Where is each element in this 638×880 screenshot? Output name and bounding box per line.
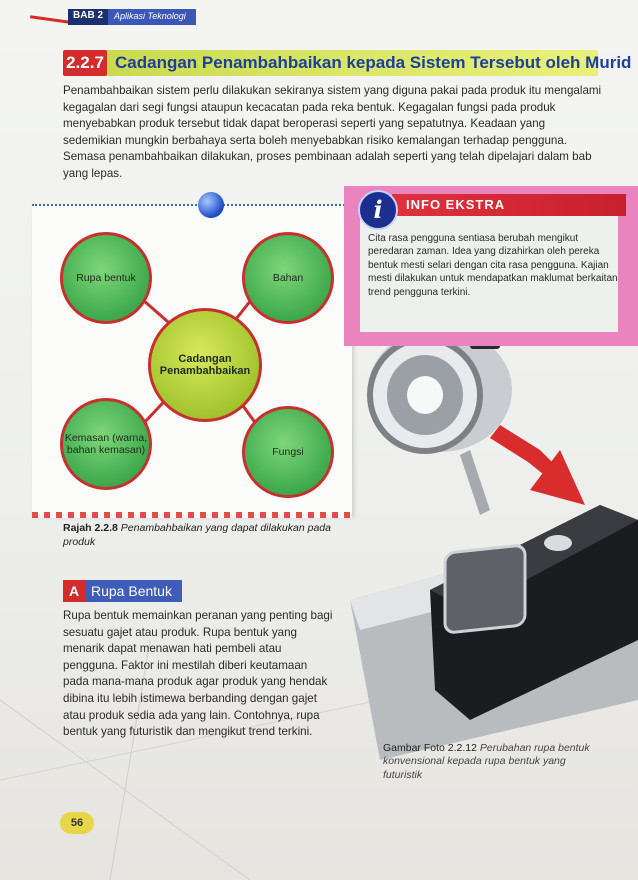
section-heading xyxy=(63,50,632,76)
node-rupa-bentuk: Rupa bentuk xyxy=(60,232,152,324)
section-number: 2.2.7 xyxy=(63,50,107,76)
classic-light xyxy=(368,328,512,515)
page-number: 56 xyxy=(60,812,94,834)
diagram-caption-text: Penambahbaikan yang dapat dilakukan pada produk xyxy=(63,522,331,548)
subsection-title: Rupa Bentuk xyxy=(85,580,182,602)
node-center: Cadangan Penambahbaikan xyxy=(148,308,262,422)
node-fungsi: Fungsi xyxy=(242,406,334,498)
diagram-caption xyxy=(63,521,353,549)
section-title: Cadangan Penambahbaikan kepada Sistem Tersebut oleh Murid xyxy=(115,53,632,72)
chapter-label: BAB 2 xyxy=(68,9,108,25)
diagram-panel xyxy=(32,204,352,514)
diagram-caption-label: Rajah 2.2.8 xyxy=(63,522,118,534)
body-paragraph: Rupa bentuk memainkan peranan yang penting bagi sesuatu gajet atau produk. Rupa bentuk yang menarik dapat menawan hati pembeli atau pengguna. Faktor ini mestilah diberi keutamaan pada mana-mana produk agar produk yang hendak dibina itu lebih istimewa berbanding dengan gajet atau produk sedia ada yang lain. Contohnya, rupa bentuk yang futuristik dan mengikut trend terkini. xyxy=(63,609,333,739)
photo-caption-text: Perubahan rupa bentuk konvensional kepada rupa bentuk yang futuristik xyxy=(383,742,590,781)
chapter-tag xyxy=(68,9,196,25)
chapter-topic: Aplikasi Teknologi xyxy=(108,9,196,25)
photo-caption-label: Gambar Foto 2.2.12 xyxy=(383,742,477,754)
red-arrow xyxy=(490,425,585,505)
subsection-letter: A xyxy=(63,580,85,602)
subsection-heading xyxy=(63,580,182,602)
intro-paragraph: Penambahbaikan sistem perlu dilakukan sekiranya sistem yang diguna pakai pada produk itu mengalami kegagalan dari segi fungsi ataupun kecacatan pada reka bentuk. Kegagalan fungsi pada produk menyebabkan produk tersebut tidak dapat beroperasi seperti yang sepatutnya. Keadaan yang sedemikian mungkin berbahaya serta boleh menyebabkan risiko kemalangan terhadap pengguna. Semasa penambahbaikan dilakukan, proses pembinaan adalah seperti yang telah dipelajari dalam bab yang lepas. xyxy=(63,84,602,180)
info-text: Cita rasa pengguna sentiasa berubah mengikut peredaran zaman. Idea yang dizahirkan oleh pereka bentuk mesti selari dengan cita rasa pengguna. Kajian mesti dilakukan untuk mendapatkan maklumat berkaitan trend pengguna terkini. xyxy=(368,233,618,298)
diagram-edge xyxy=(32,512,352,518)
info-title: INFO EKSTRA xyxy=(392,194,626,216)
info-box xyxy=(344,186,638,346)
photo-caption xyxy=(383,742,603,782)
info-icon: i xyxy=(358,190,398,230)
node-kemasan: Kemasan (warna, bahan kemasan) xyxy=(60,398,152,490)
node-bahan: Bahan xyxy=(242,232,334,324)
